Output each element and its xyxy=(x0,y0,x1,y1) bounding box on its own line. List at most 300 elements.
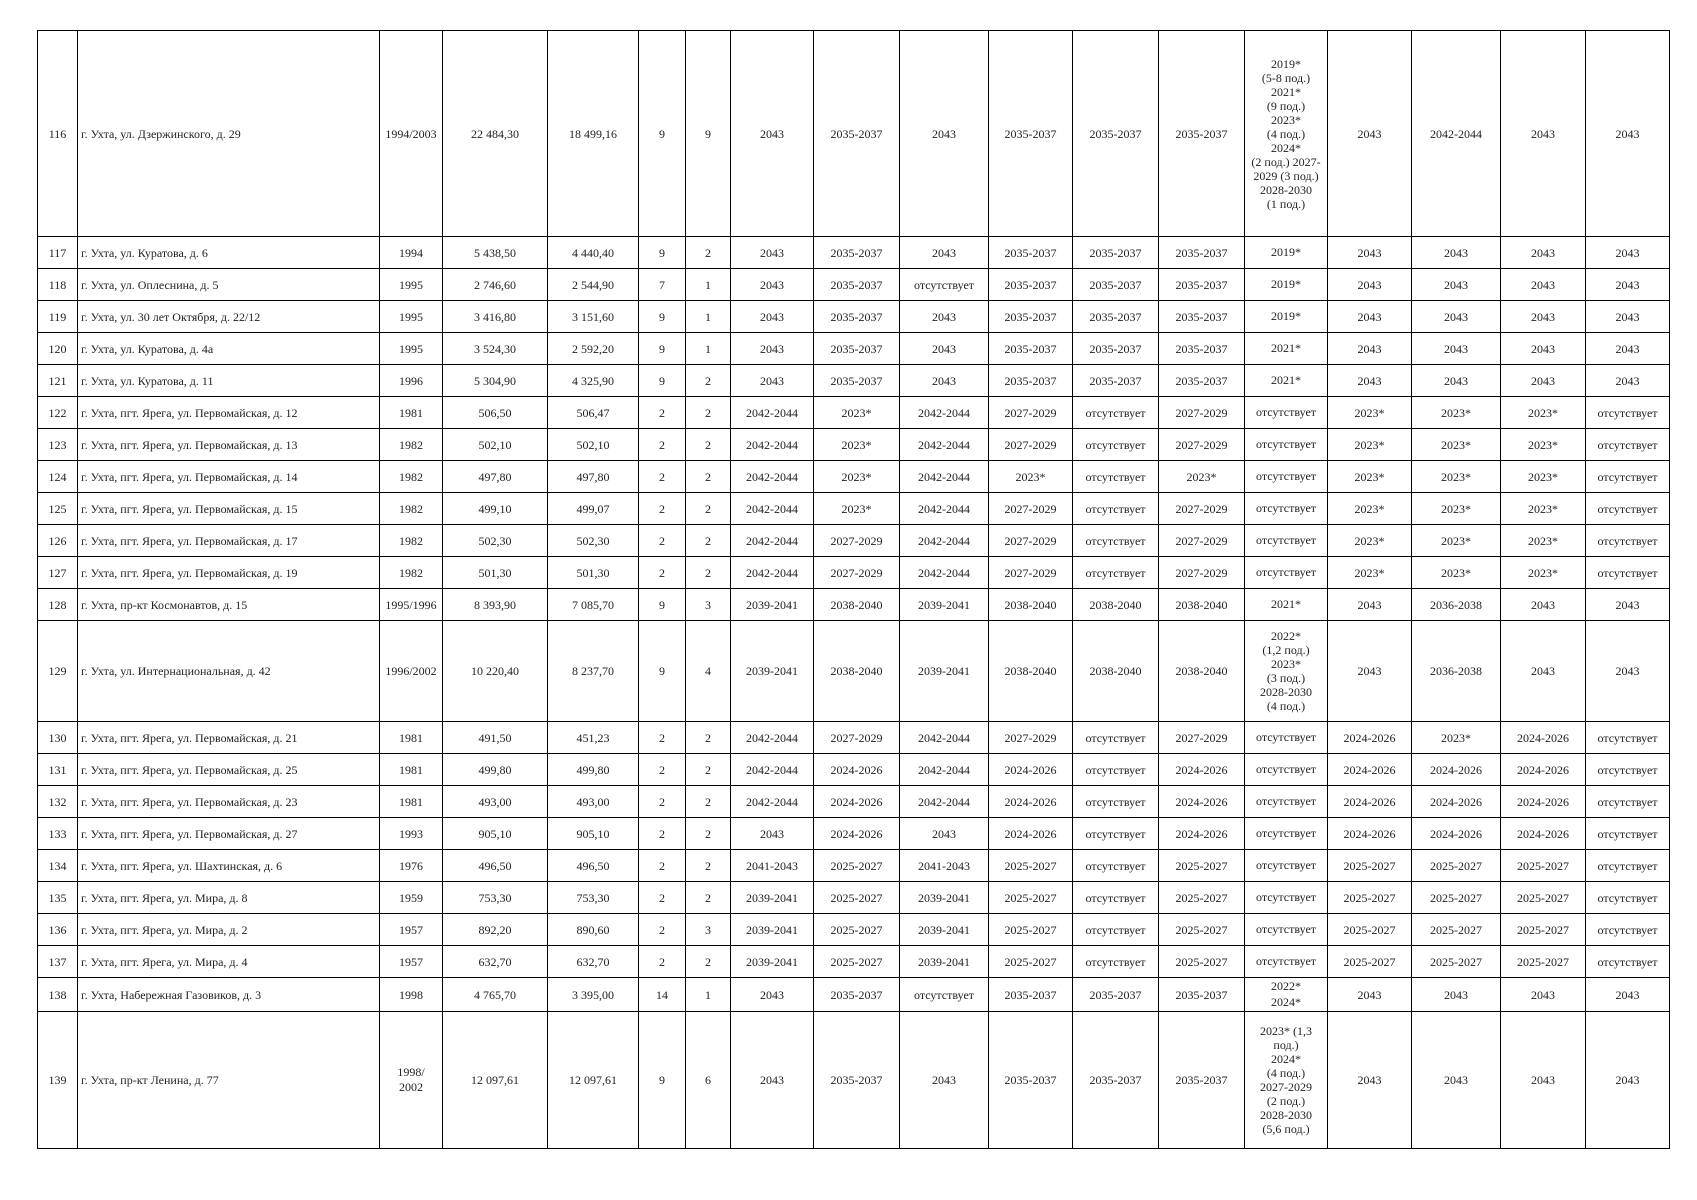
repair-col-11-cell: отсутствует xyxy=(1586,397,1670,429)
living-area-cell: 8 237,70 xyxy=(548,621,639,722)
repair-col-8-cell: 2024-2026 xyxy=(1328,818,1412,850)
address-cell: г. Ухта, ул. Оплеснина, д. 5 xyxy=(78,269,380,301)
repair-col-6-cell: 2035-2037 xyxy=(1159,1012,1245,1149)
repair-col-3-cell: 2043 xyxy=(900,1012,989,1149)
repair-col-10-cell: 2043 xyxy=(1501,269,1586,301)
row-number-cell: 129 xyxy=(38,621,78,722)
repair-col-5-cell: отсутствует xyxy=(1073,461,1159,493)
repair-col-6-cell: 2035-2037 xyxy=(1159,269,1245,301)
entrances-cell: 2 xyxy=(686,461,731,493)
repair-col-5-cell: 2038-2040 xyxy=(1073,589,1159,621)
total-area-cell: 753,30 xyxy=(443,882,548,914)
repair-col-1-cell: 2042-2044 xyxy=(731,525,814,557)
entrances-cell: 6 xyxy=(686,1012,731,1149)
repair-col-1-cell: 2039-2041 xyxy=(731,882,814,914)
repair-col-2-cell: 2035-2037 xyxy=(814,237,900,269)
table-row xyxy=(38,882,1670,914)
repair-col-4-cell: 2038-2040 xyxy=(989,621,1073,722)
repair-col-2-cell: 2024-2026 xyxy=(814,818,900,850)
repair-col-11-cell: 2043 xyxy=(1586,1012,1670,1149)
repair-col-3-cell: 2039-2041 xyxy=(900,621,989,722)
repair-col-4-cell: 2027-2029 xyxy=(989,429,1073,461)
living-area-cell: 4 325,90 xyxy=(548,365,639,397)
floors-cell: 2 xyxy=(639,557,686,589)
repair-col-2-cell: 2035-2037 xyxy=(814,31,900,237)
repair-col-6-cell: 2023* xyxy=(1159,461,1245,493)
repair-col-5-cell: 2035-2037 xyxy=(1073,978,1159,1012)
total-area-cell: 497,80 xyxy=(443,461,548,493)
repair-col-3-cell: 2042-2044 xyxy=(900,557,989,589)
repair-col-7-cell: отсутствует xyxy=(1245,914,1328,946)
repair-col-11-cell: 2043 xyxy=(1586,978,1670,1012)
repair-col-4-cell: 2027-2029 xyxy=(989,397,1073,429)
floors-cell: 9 xyxy=(639,31,686,237)
repair-col-8-cell: 2023* xyxy=(1328,461,1412,493)
repair-col-1-cell: 2042-2044 xyxy=(731,461,814,493)
repair-col-7-cell: отсутствует xyxy=(1245,850,1328,882)
table-row xyxy=(38,589,1670,621)
living-area-cell: 4 440,40 xyxy=(548,237,639,269)
table-row xyxy=(38,237,1670,269)
repair-col-2-cell: 2025-2027 xyxy=(814,914,900,946)
entrances-cell: 3 xyxy=(686,914,731,946)
repair-col-8-cell: 2024-2026 xyxy=(1328,754,1412,786)
repair-col-6-cell: 2035-2037 xyxy=(1159,237,1245,269)
address-cell: г. Ухта, ул. 30 лет Октября, д. 22/12 xyxy=(78,301,380,333)
repair-col-8-cell: 2043 xyxy=(1328,31,1412,237)
repair-col-7-cell: отсутствует xyxy=(1245,525,1328,557)
repair-col-10-cell: 2023* xyxy=(1501,461,1586,493)
floors-cell: 9 xyxy=(639,301,686,333)
table-row xyxy=(38,946,1670,978)
entrances-cell: 3 xyxy=(686,589,731,621)
table-row xyxy=(38,269,1670,301)
total-area-cell: 4 765,70 xyxy=(443,978,548,1012)
repair-col-11-cell: отсутствует xyxy=(1586,525,1670,557)
repair-col-2-cell: 2027-2029 xyxy=(814,525,900,557)
build-year-cell: 1982 xyxy=(380,493,443,525)
repair-col-8-cell: 2043 xyxy=(1328,269,1412,301)
repair-col-7-cell: 2019* xyxy=(1245,301,1328,333)
repair-col-9-cell: 2042-2044 xyxy=(1412,31,1501,237)
repair-col-4-cell: 2035-2037 xyxy=(989,301,1073,333)
repair-col-3-cell: 2042-2044 xyxy=(900,397,989,429)
build-year-cell: 1982 xyxy=(380,461,443,493)
floors-cell: 2 xyxy=(639,754,686,786)
repair-col-4-cell: 2024-2026 xyxy=(989,818,1073,850)
entrances-cell: 1 xyxy=(686,333,731,365)
repair-col-8-cell: 2023* xyxy=(1328,525,1412,557)
total-area-cell: 3 524,30 xyxy=(443,333,548,365)
repair-col-5-cell: отсутствует xyxy=(1073,914,1159,946)
row-number-cell: 133 xyxy=(38,818,78,850)
repair-col-11-cell: 2043 xyxy=(1586,301,1670,333)
repair-col-1-cell: 2043 xyxy=(731,237,814,269)
entrances-cell: 2 xyxy=(686,850,731,882)
total-area-cell: 2 746,60 xyxy=(443,269,548,301)
repair-col-3-cell: 2042-2044 xyxy=(900,722,989,754)
repair-col-3-cell: 2039-2041 xyxy=(900,882,989,914)
build-year-cell: 1994 xyxy=(380,237,443,269)
repair-col-5-cell: отсутствует xyxy=(1073,786,1159,818)
table-row xyxy=(38,365,1670,397)
repair-col-8-cell: 2025-2027 xyxy=(1328,946,1412,978)
repair-col-3-cell: 2039-2041 xyxy=(900,946,989,978)
total-area-cell: 10 220,40 xyxy=(443,621,548,722)
address-cell: г. Ухта, пгт. Ярега, ул. Первомайская, д. 27 xyxy=(78,818,380,850)
repair-col-8-cell: 2043 xyxy=(1328,365,1412,397)
repair-col-11-cell: 2043 xyxy=(1586,237,1670,269)
repair-col-2-cell: 2023* xyxy=(814,493,900,525)
repair-col-5-cell: отсутствует xyxy=(1073,397,1159,429)
entrances-cell: 1 xyxy=(686,978,731,1012)
repair-col-9-cell: 2043 xyxy=(1412,301,1501,333)
repair-col-7-cell: отсутствует xyxy=(1245,786,1328,818)
repair-col-1-cell: 2042-2044 xyxy=(731,754,814,786)
build-year-cell: 1998/ 2002 xyxy=(380,1012,443,1149)
repair-col-7-cell: отсутствует xyxy=(1245,429,1328,461)
table-row xyxy=(38,461,1670,493)
living-area-cell: 12 097,61 xyxy=(548,1012,639,1149)
total-area-cell: 905,10 xyxy=(443,818,548,850)
repair-col-4-cell: 2035-2037 xyxy=(989,978,1073,1012)
repair-col-5-cell: 2035-2037 xyxy=(1073,333,1159,365)
address-cell: г. Ухта, пгт. Ярега, ул. Первомайская, д. 19 xyxy=(78,557,380,589)
repair-col-7-cell: 2019* xyxy=(1245,269,1328,301)
repair-col-3-cell: 2043 xyxy=(900,301,989,333)
living-area-cell: 502,10 xyxy=(548,429,639,461)
address-cell: г. Ухта, пгт. Ярега, ул. Первомайская, д. 13 xyxy=(78,429,380,461)
table-row xyxy=(38,621,1670,722)
repair-col-8-cell: 2023* xyxy=(1328,493,1412,525)
living-area-cell: 632,70 xyxy=(548,946,639,978)
row-number-cell: 137 xyxy=(38,946,78,978)
address-cell: г. Ухта, ул. Куратова, д. 11 xyxy=(78,365,380,397)
repair-col-7-cell: отсутствует xyxy=(1245,882,1328,914)
repair-col-1-cell: 2043 xyxy=(731,333,814,365)
living-area-cell: 502,30 xyxy=(548,525,639,557)
living-area-cell: 2 544,90 xyxy=(548,269,639,301)
repair-col-3-cell: 2042-2044 xyxy=(900,786,989,818)
repair-col-6-cell: 2035-2037 xyxy=(1159,301,1245,333)
repair-col-8-cell: 2043 xyxy=(1328,978,1412,1012)
repair-col-2-cell: 2027-2029 xyxy=(814,722,900,754)
entrances-cell: 2 xyxy=(686,429,731,461)
address-cell: г. Ухта, пгт. Ярега, ул. Первомайская, д. 21 xyxy=(78,722,380,754)
total-area-cell: 491,50 xyxy=(443,722,548,754)
repair-col-5-cell: отсутствует xyxy=(1073,429,1159,461)
repair-col-3-cell: 2043 xyxy=(900,365,989,397)
repair-col-3-cell: 2039-2041 xyxy=(900,589,989,621)
floors-cell: 2 xyxy=(639,722,686,754)
floors-cell: 9 xyxy=(639,333,686,365)
repair-col-1-cell: 2043 xyxy=(731,1012,814,1149)
row-number-cell: 138 xyxy=(38,978,78,1012)
floors-cell: 9 xyxy=(639,589,686,621)
repair-col-7-cell: 2019* (5-8 под.) 2021* (9 под.) 2023* (4 под.) 2024* (2 под.) 2027- 2029 (3 под.) 2028-2030 (1 под.) xyxy=(1245,31,1328,237)
address-cell: г. Ухта, пгт. Ярега, ул. Первомайская, д. 12 xyxy=(78,397,380,429)
build-year-cell: 1995/1996 xyxy=(380,589,443,621)
repair-col-1-cell: 2039-2041 xyxy=(731,946,814,978)
living-area-cell: 496,50 xyxy=(548,850,639,882)
entrances-cell: 4 xyxy=(686,621,731,722)
row-number-cell: 128 xyxy=(38,589,78,621)
repair-col-6-cell: 2027-2029 xyxy=(1159,493,1245,525)
floors-cell: 2 xyxy=(639,429,686,461)
repair-col-2-cell: 2038-2040 xyxy=(814,589,900,621)
floors-cell: 2 xyxy=(639,461,686,493)
floors-cell: 14 xyxy=(639,978,686,1012)
repair-col-5-cell: 2035-2037 xyxy=(1073,237,1159,269)
build-year-cell: 1993 xyxy=(380,818,443,850)
repair-col-10-cell: 2023* xyxy=(1501,493,1586,525)
entrances-cell: 2 xyxy=(686,525,731,557)
repair-col-8-cell: 2024-2026 xyxy=(1328,786,1412,818)
repair-col-4-cell: 2025-2027 xyxy=(989,882,1073,914)
entrances-cell: 2 xyxy=(686,237,731,269)
build-year-cell: 1981 xyxy=(380,397,443,429)
build-year-cell: 1957 xyxy=(380,914,443,946)
repair-col-3-cell: 2042-2044 xyxy=(900,461,989,493)
floors-cell: 2 xyxy=(639,882,686,914)
repair-col-3-cell: 2043 xyxy=(900,818,989,850)
address-cell: г. Ухта, ул. Куратова, д. 6 xyxy=(78,237,380,269)
build-year-cell: 1982 xyxy=(380,557,443,589)
build-year-cell: 1996/2002 xyxy=(380,621,443,722)
living-area-cell: 753,30 xyxy=(548,882,639,914)
entrances-cell: 2 xyxy=(686,754,731,786)
total-area-cell: 499,10 xyxy=(443,493,548,525)
repair-col-6-cell: 2024-2026 xyxy=(1159,786,1245,818)
row-number-cell: 120 xyxy=(38,333,78,365)
table-row xyxy=(38,31,1670,237)
repair-col-6-cell: 2024-2026 xyxy=(1159,818,1245,850)
repair-col-1-cell: 2043 xyxy=(731,269,814,301)
living-area-cell: 499,07 xyxy=(548,493,639,525)
repair-col-1-cell: 2043 xyxy=(731,365,814,397)
floors-cell: 2 xyxy=(639,525,686,557)
floors-cell: 9 xyxy=(639,365,686,397)
repair-col-5-cell: отсутствует xyxy=(1073,525,1159,557)
living-area-cell: 499,80 xyxy=(548,754,639,786)
repair-col-11-cell: отсутствует xyxy=(1586,461,1670,493)
repair-col-9-cell: 2024-2026 xyxy=(1412,754,1501,786)
repair-col-8-cell: 2043 xyxy=(1328,237,1412,269)
row-number-cell: 116 xyxy=(38,31,78,237)
living-area-cell: 451,23 xyxy=(548,722,639,754)
repair-col-3-cell: 2043 xyxy=(900,333,989,365)
build-year-cell: 1982 xyxy=(380,429,443,461)
repair-col-1-cell: 2042-2044 xyxy=(731,557,814,589)
address-cell: г. Ухта, пр-кт Космонавтов, д. 15 xyxy=(78,589,380,621)
repair-col-2-cell: 2025-2027 xyxy=(814,850,900,882)
repair-col-4-cell: 2025-2027 xyxy=(989,850,1073,882)
repair-col-5-cell: отсутствует xyxy=(1073,557,1159,589)
living-area-cell: 890,60 xyxy=(548,914,639,946)
table-row xyxy=(38,397,1670,429)
entrances-cell: 2 xyxy=(686,946,731,978)
build-year-cell: 1982 xyxy=(380,525,443,557)
address-cell: г. Ухта, пгт. Ярега, ул. Первомайская, д. 14 xyxy=(78,461,380,493)
repair-col-6-cell: 2027-2029 xyxy=(1159,722,1245,754)
repair-col-7-cell: отсутствует xyxy=(1245,754,1328,786)
table-row xyxy=(38,914,1670,946)
repair-col-3-cell: 2041-2043 xyxy=(900,850,989,882)
build-year-cell: 1995 xyxy=(380,269,443,301)
repair-col-3-cell: 2042-2044 xyxy=(900,493,989,525)
repair-col-10-cell: 2025-2027 xyxy=(1501,946,1586,978)
row-number-cell: 127 xyxy=(38,557,78,589)
floors-cell: 2 xyxy=(639,397,686,429)
repair-col-7-cell: 2022* (1,2 под.) 2023* (3 под.) 2028-2030 (4 под.) xyxy=(1245,621,1328,722)
repair-col-11-cell: 2043 xyxy=(1586,31,1670,237)
repair-col-4-cell: 2025-2027 xyxy=(989,946,1073,978)
address-cell: г. Ухта, пгт. Ярега, ул. Первомайская, д. 15 xyxy=(78,493,380,525)
build-year-cell: 1995 xyxy=(380,301,443,333)
entrances-cell: 1 xyxy=(686,301,731,333)
repair-col-1-cell: 2043 xyxy=(731,301,814,333)
repair-col-4-cell: 2038-2040 xyxy=(989,589,1073,621)
build-year-cell: 1957 xyxy=(380,946,443,978)
repair-col-4-cell: 2027-2029 xyxy=(989,493,1073,525)
repair-col-10-cell: 2023* xyxy=(1501,525,1586,557)
repair-col-10-cell: 2043 xyxy=(1501,1012,1586,1149)
living-area-cell: 7 085,70 xyxy=(548,589,639,621)
repair-col-10-cell: 2043 xyxy=(1501,589,1586,621)
repair-col-4-cell: 2035-2037 xyxy=(989,237,1073,269)
repair-col-9-cell: 2043 xyxy=(1412,1012,1501,1149)
floors-cell: 9 xyxy=(639,237,686,269)
repair-col-2-cell: 2025-2027 xyxy=(814,882,900,914)
repair-col-6-cell: 2035-2037 xyxy=(1159,333,1245,365)
repair-col-4-cell: 2027-2029 xyxy=(989,557,1073,589)
repair-col-9-cell: 2023* xyxy=(1412,722,1501,754)
repair-col-10-cell: 2023* xyxy=(1501,557,1586,589)
repair-col-2-cell: 2035-2037 xyxy=(814,978,900,1012)
floors-cell: 2 xyxy=(639,946,686,978)
table-row xyxy=(38,786,1670,818)
repair-col-7-cell: отсутствует xyxy=(1245,946,1328,978)
repair-col-7-cell: 2019* xyxy=(1245,237,1328,269)
repair-col-9-cell: 2023* xyxy=(1412,397,1501,429)
repair-col-4-cell: 2035-2037 xyxy=(989,365,1073,397)
row-number-cell: 135 xyxy=(38,882,78,914)
row-number-cell: 119 xyxy=(38,301,78,333)
repair-col-8-cell: 2043 xyxy=(1328,589,1412,621)
total-area-cell: 3 416,80 xyxy=(443,301,548,333)
repair-col-8-cell: 2024-2026 xyxy=(1328,722,1412,754)
repair-col-5-cell: отсутствует xyxy=(1073,754,1159,786)
repair-col-5-cell: отсутствует xyxy=(1073,946,1159,978)
floors-cell: 2 xyxy=(639,818,686,850)
repair-col-8-cell: 2043 xyxy=(1328,621,1412,722)
repair-col-9-cell: 2023* xyxy=(1412,429,1501,461)
repair-col-3-cell: 2043 xyxy=(900,31,989,237)
repair-col-11-cell: отсутствует xyxy=(1586,882,1670,914)
total-area-cell: 632,70 xyxy=(443,946,548,978)
repair-col-11-cell: 2043 xyxy=(1586,365,1670,397)
repair-col-5-cell: 2035-2037 xyxy=(1073,301,1159,333)
total-area-cell: 502,30 xyxy=(443,525,548,557)
entrances-cell: 2 xyxy=(686,397,731,429)
table-row xyxy=(38,754,1670,786)
repair-col-2-cell: 2023* xyxy=(814,461,900,493)
repair-col-9-cell: 2036-2038 xyxy=(1412,589,1501,621)
row-number-cell: 123 xyxy=(38,429,78,461)
repair-col-11-cell: отсутствует xyxy=(1586,754,1670,786)
repair-col-11-cell: отсутствует xyxy=(1586,818,1670,850)
row-number-cell: 124 xyxy=(38,461,78,493)
repair-col-4-cell: 2035-2037 xyxy=(989,269,1073,301)
repair-col-10-cell: 2043 xyxy=(1501,978,1586,1012)
repair-col-1-cell: 2042-2044 xyxy=(731,429,814,461)
address-cell: г. Ухта, пгт. Ярега, ул. Мира, д. 8 xyxy=(78,882,380,914)
repair-col-7-cell: 2021* xyxy=(1245,333,1328,365)
repair-col-8-cell: 2043 xyxy=(1328,1012,1412,1149)
living-area-cell: 493,00 xyxy=(548,786,639,818)
repair-col-7-cell: отсутствует xyxy=(1245,397,1328,429)
repair-col-10-cell: 2025-2027 xyxy=(1501,914,1586,946)
repair-col-10-cell: 2043 xyxy=(1501,621,1586,722)
table-row xyxy=(38,525,1670,557)
repair-col-9-cell: 2025-2027 xyxy=(1412,882,1501,914)
repair-col-2-cell: 2035-2037 xyxy=(814,269,900,301)
build-year-cell: 1976 xyxy=(380,850,443,882)
row-number-cell: 136 xyxy=(38,914,78,946)
living-area-cell: 2 592,20 xyxy=(548,333,639,365)
repair-col-6-cell: 2027-2029 xyxy=(1159,429,1245,461)
living-area-cell: 3 395,00 xyxy=(548,978,639,1012)
address-cell: г. Ухта, пгт. Ярега, ул. Мира, д. 4 xyxy=(78,946,380,978)
repair-col-10-cell: 2043 xyxy=(1501,31,1586,237)
repair-col-9-cell: 2025-2027 xyxy=(1412,850,1501,882)
row-number-cell: 117 xyxy=(38,237,78,269)
repair-col-7-cell: 2021* xyxy=(1245,589,1328,621)
table-row xyxy=(38,429,1670,461)
address-cell: г. Ухта, пгт. Ярега, ул. Первомайская, д. 25 xyxy=(78,754,380,786)
repair-col-7-cell: отсутствует xyxy=(1245,493,1328,525)
repair-col-1-cell: 2043 xyxy=(731,31,814,237)
total-area-cell: 12 097,61 xyxy=(443,1012,548,1149)
row-number-cell: 118 xyxy=(38,269,78,301)
floors-cell: 2 xyxy=(639,786,686,818)
address-cell: г. Ухта, ул. Куратова, д. 4а xyxy=(78,333,380,365)
repair-col-9-cell: 2023* xyxy=(1412,493,1501,525)
build-year-cell: 1996 xyxy=(380,365,443,397)
repair-col-10-cell: 2043 xyxy=(1501,237,1586,269)
repair-col-4-cell: 2035-2037 xyxy=(989,31,1073,237)
repair-col-11-cell: отсутствует xyxy=(1586,850,1670,882)
repair-col-9-cell: 2024-2026 xyxy=(1412,818,1501,850)
living-area-cell: 3 151,60 xyxy=(548,301,639,333)
repair-col-2-cell: 2023* xyxy=(814,429,900,461)
repair-col-5-cell: отсутствует xyxy=(1073,493,1159,525)
repair-col-8-cell: 2025-2027 xyxy=(1328,850,1412,882)
row-number-cell: 125 xyxy=(38,493,78,525)
floors-cell: 2 xyxy=(639,493,686,525)
entrances-cell: 9 xyxy=(686,31,731,237)
table-row xyxy=(38,557,1670,589)
repair-col-3-cell: 2042-2044 xyxy=(900,754,989,786)
table-row xyxy=(38,818,1670,850)
repair-col-9-cell: 2036-2038 xyxy=(1412,621,1501,722)
repair-col-9-cell: 2023* xyxy=(1412,557,1501,589)
repair-col-3-cell: 2042-2044 xyxy=(900,525,989,557)
repair-col-9-cell: 2043 xyxy=(1412,365,1501,397)
repair-col-9-cell: 2043 xyxy=(1412,269,1501,301)
row-number-cell: 126 xyxy=(38,525,78,557)
table-row xyxy=(38,1012,1670,1149)
